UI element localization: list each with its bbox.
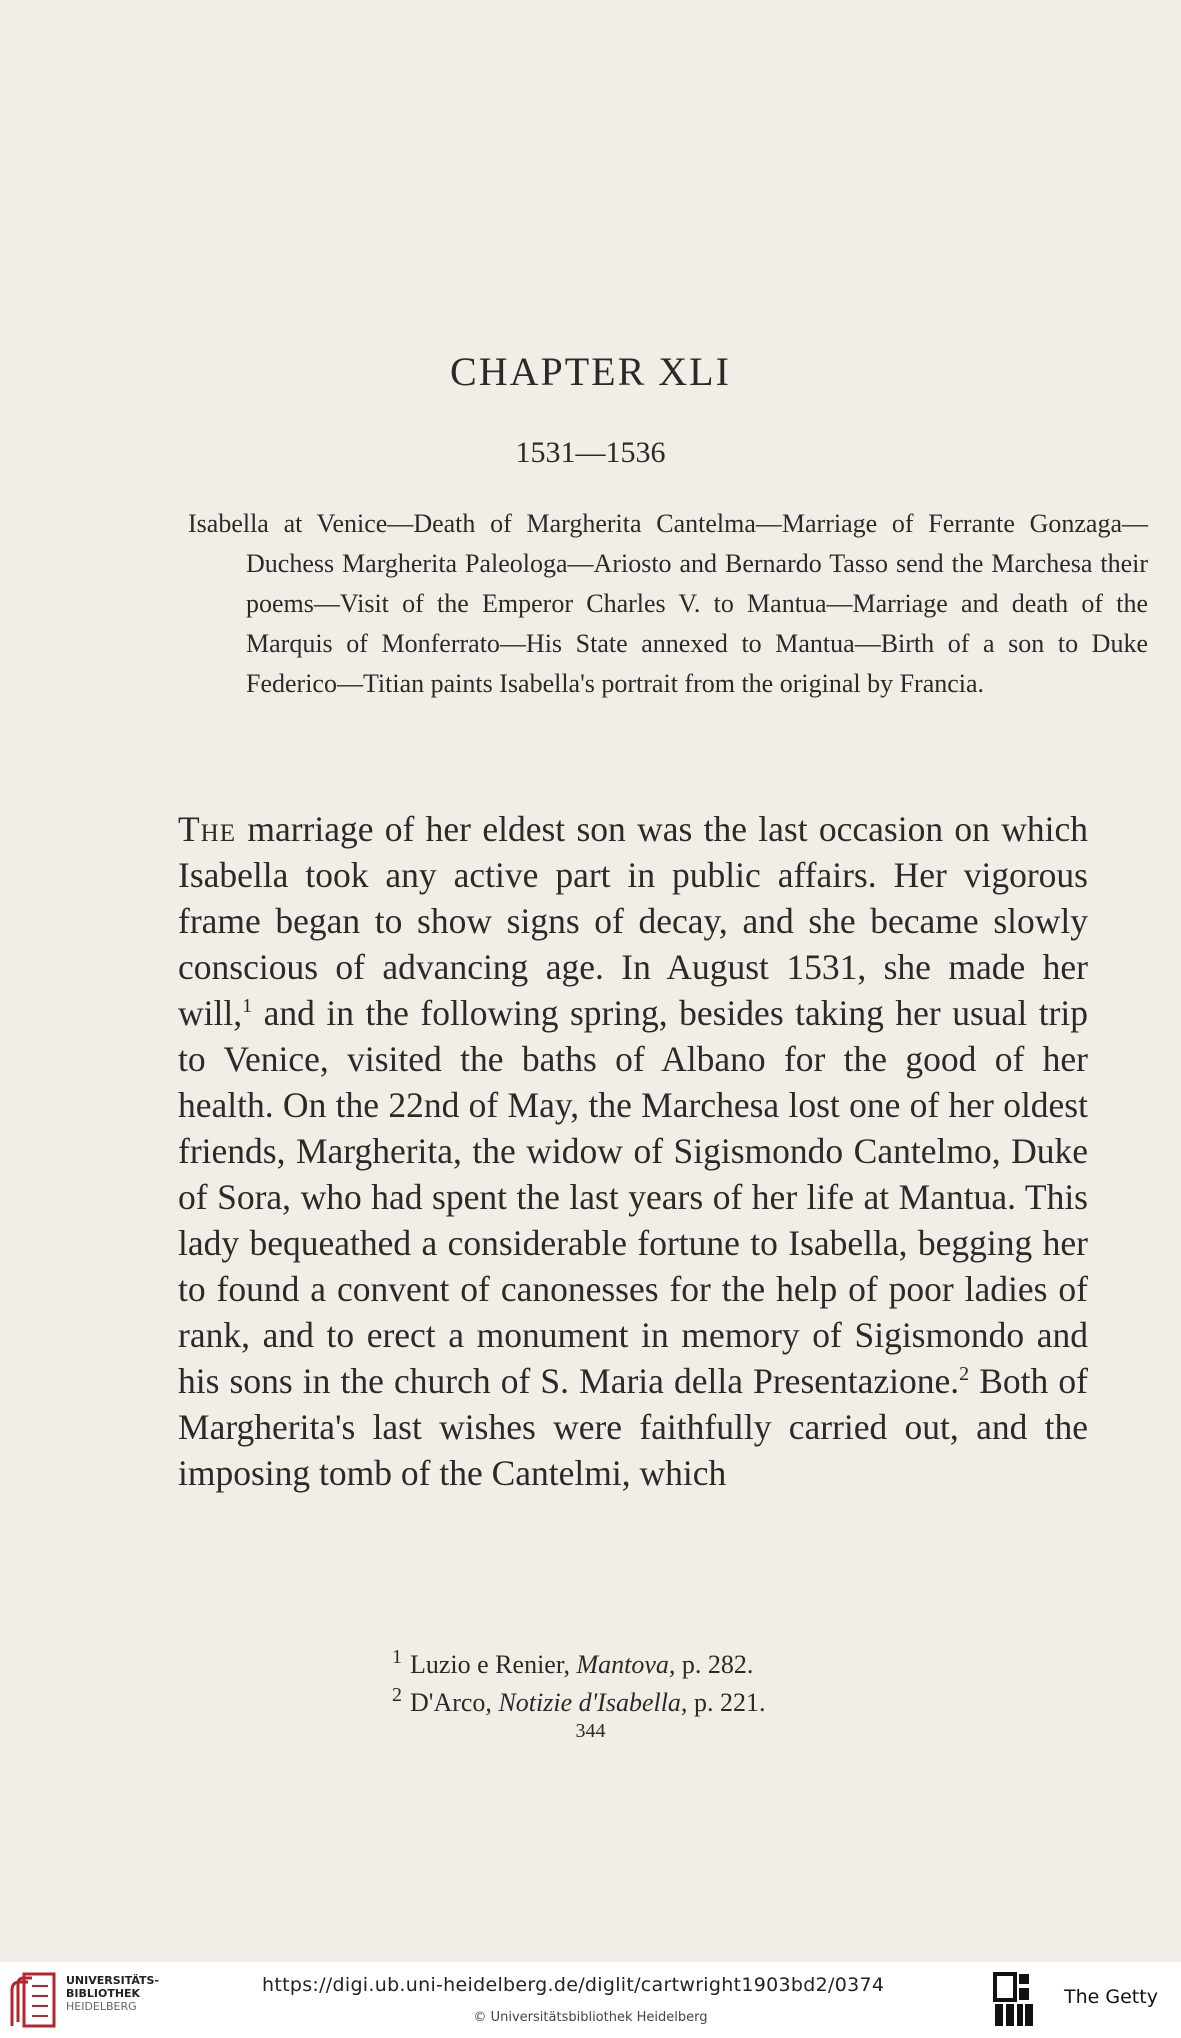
footnote-work: Mantova, <box>576 1650 676 1679</box>
footnote-work: Notizie d'Isabella, <box>498 1688 688 1717</box>
footnote-page: p. 221. <box>693 1688 766 1717</box>
body-text-part-2: and in the following spring, besides taking her usual trip to Venice, visited the baths of Albano for the good of her health. On the 22nd of May, the Marchesa lost one of her oldest friends, Margherita, the widow of Sigismondo Cantelmo, Duke of Sora, who had spent the last years of her life at Mantua. This lady bequeathed a considerable fortune to Isabella, begging her to found a convent of canonesses for the help of poor ladies of rank, and to erect a monument in memory of Sigismondo and his sons in the church of S. Maria della Presentazione. <box>178 993 1088 1401</box>
footnote-ref-1[interactable]: 1 <box>242 995 253 1018</box>
chapter-title: CHAPTER XLI <box>450 349 731 394</box>
body-text-part-1: marriage of her eldest son was the last occasion on which Isabella took any active part in public affairs. Her vigorous frame began to show signs of decay, and she became slowly conscious of advancing age. In August 1531, she made her will, <box>178 809 1088 1033</box>
footnote-ref-2[interactable]: 2 <box>959 1363 970 1386</box>
copyright-notice: © Universitätsbibliothek Heidelberg <box>473 2010 708 2025</box>
footnote-number: 1 <box>392 1646 402 1669</box>
footer-bar <box>0 1962 1181 2038</box>
body-text-part-3: Both of Margherita's last wishes were faithfully carried out, and the imposing tomb of the Cantelmi, which <box>178 1361 1088 1493</box>
body-paragraph <box>178 806 1088 1496</box>
footnote-author: D'Arco, <box>410 1688 492 1717</box>
footnote-number: 2 <box>392 1684 402 1707</box>
permalink-url[interactable]: https://digi.ub.uni-heidelberg.de/diglit/cartwright1903bd2/0374 <box>262 1974 885 1996</box>
chapter-years: 1531—1536 <box>515 436 666 469</box>
footnote-2 <box>392 1684 992 1718</box>
page-number: 344 <box>575 1720 606 1742</box>
footnote-author: Luzio e Renier, <box>410 1650 570 1679</box>
footnote-page: p. 282. <box>681 1650 754 1679</box>
getty-name: The Getty <box>1064 1986 1158 2008</box>
getty-logo-icon[interactable] <box>993 1972 1035 2030</box>
chapter-summary: Isabella at Venice—Death of Margherita Cantelma—Marriage of Ferrante Gonzaga—Duchess Margherita Paleologa—Ariosto and Bernardo Tasso send the Marchesa their poems—Visit of the Emperor Charles V. to Mantua—Marriage and death of the Marquis of Monferrato—His State annexed to Mantua—Birth of a son to Duke Federico—Titian paints Isabella's portrait from the original by Francia. <box>188 509 1148 698</box>
university-library-name: UNIVERSITÄTS- BIBLIOTHEK HEIDELBERG <box>66 1974 160 2013</box>
footnote-1 <box>392 1646 992 1680</box>
opening-word: The <box>178 809 237 849</box>
